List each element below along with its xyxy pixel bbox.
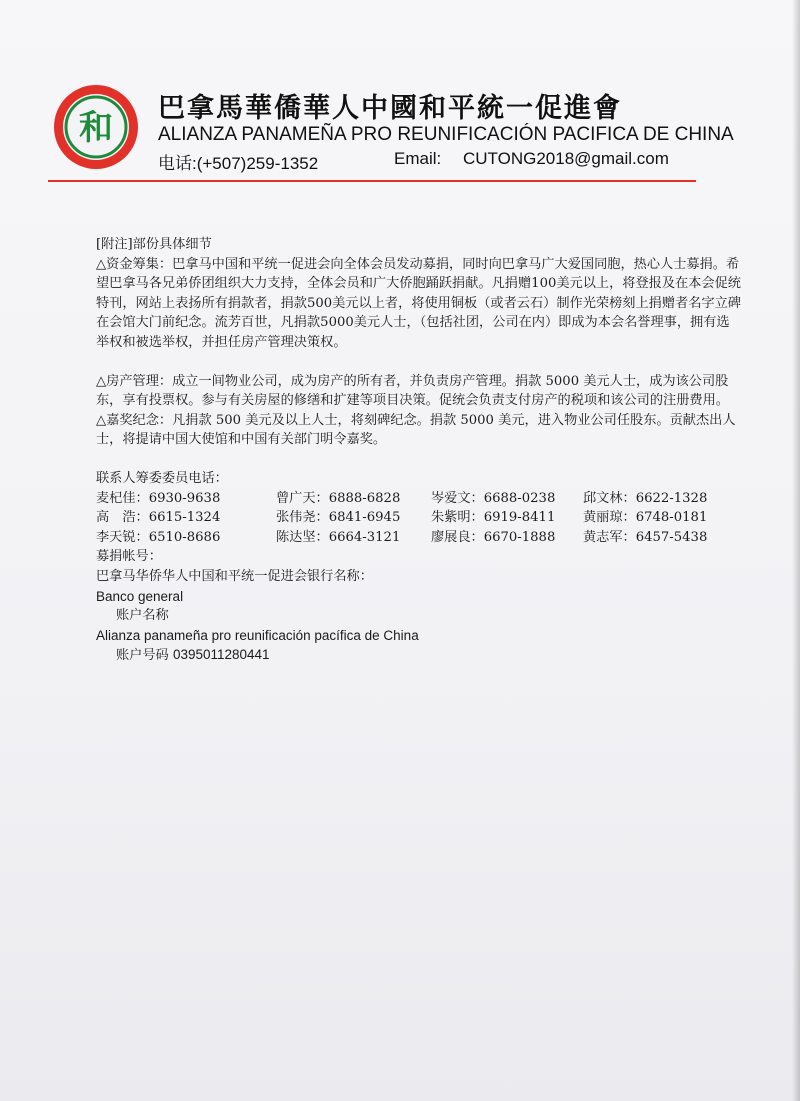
account-name-label: 账户名称 [116, 608, 169, 624]
account-number: 0395011280441 [172, 647, 270, 663]
contacts-heading: 联系人筹委委员电话： [96, 470, 228, 486]
letterhead-contact-line [158, 149, 669, 174]
bank-name-label: 巴拿马华侨华人中国和平统一促进会银行名称： [96, 568, 373, 584]
contact-row [96, 508, 736, 528]
contact-entry: 廖展良：6670-1888 [431, 529, 556, 545]
fund-raising-paragraph: △资金筹集：巴拿马中国和平统一促进会向全体会员发动募捐，同时向巴拿马广大爱国同胞，热心人士募捐。希望巴拿马各兄弟侨团组织大力支持，全体会员和广大侨胞踊跃捐献。凡捐赠100美元以上，将登报及在本会促统特刊，网站上表扬所有捐款者，捐款500美元以上者，将使用铜板（或者云石）制作光荣榜刻上捐赠者名字立碑在会馆大门前纪念。流芳百世，凡捐款5000美元人士，（包括社团，公司在内）即成为本会名誉理事，拥有选举权和被选举权，并担任房产管理决策权。 [96, 256, 741, 350]
contact-entry: 岑爱文：6688-0238 [431, 490, 556, 506]
contact-entry: 邱文林：6622-1328 [583, 490, 708, 506]
contact-entry: 高 浩：6615-1324 [96, 510, 221, 526]
bank-name: Banco general [96, 588, 184, 604]
email-address[interactable]: CUTONG2018@gmail.com [463, 149, 669, 168]
phone-number: 电话:(+507)259-1352 [158, 154, 319, 173]
award-paragraph: △嘉奖纪念：凡捐款 500 美元及以上人士，将刻碑纪念。捐款 5000 美元，进入物业公司任股东。贡献杰出人士，将提请中国大使馆和中国有关部门明令嘉奖。 [96, 412, 736, 448]
property-management-paragraph: △房产管理：成立一间物业公司，成为房产的所有者，并负责房产管理。捐款 5000 美元人士，成为该公司股东，享有投票权。参与有关房屋的修缮和扩建等项目决策。促统会负责支付房产的税项和该公司的注册费用。 [96, 373, 729, 409]
association-title-spanish: ALIANZA PANAMEÑA PRO REUNIFICACIÓN PACIFICA DE CHINA [158, 124, 734, 145]
association-title-chinese: 巴拿馬華僑華人中國和平統一促進會 [158, 93, 622, 124]
notes-heading: [附注]部份具体细节 [96, 237, 212, 252]
logo-character: 和 [79, 108, 113, 148]
contact-entry: 张伟尧：6841-6945 [276, 510, 401, 526]
contact-entry: 麦杞佳：6930-9638 [96, 490, 221, 506]
contact-entry: 朱紫明：6919-8411 [431, 510, 556, 526]
contact-entry: 李天锐：6510-8686 [96, 529, 221, 545]
contact-entry: 曾广天：6888-6828 [276, 490, 401, 506]
page-edge-shadow [792, 0, 800, 1101]
document-body [96, 235, 741, 666]
letterhead-divider [48, 180, 696, 182]
association-logo [53, 84, 139, 170]
email-label: Email: [394, 149, 442, 168]
account-number-label: 账户号码 [116, 648, 169, 664]
account-name: Alianza panameña pro reunificación pacífica de China [96, 627, 419, 643]
contacts-list [96, 489, 736, 548]
contact-entry: 黄丽琼：6748-0181 [583, 510, 708, 526]
donation-account-heading: 募捐帐号： [96, 549, 162, 565]
contact-entry: 陈达坚：6664-3121 [276, 529, 401, 545]
contact-row [96, 528, 736, 548]
account-number-line [96, 645, 741, 666]
contact-entry: 黄志军：6457-5438 [583, 529, 708, 545]
contact-row [96, 489, 736, 509]
